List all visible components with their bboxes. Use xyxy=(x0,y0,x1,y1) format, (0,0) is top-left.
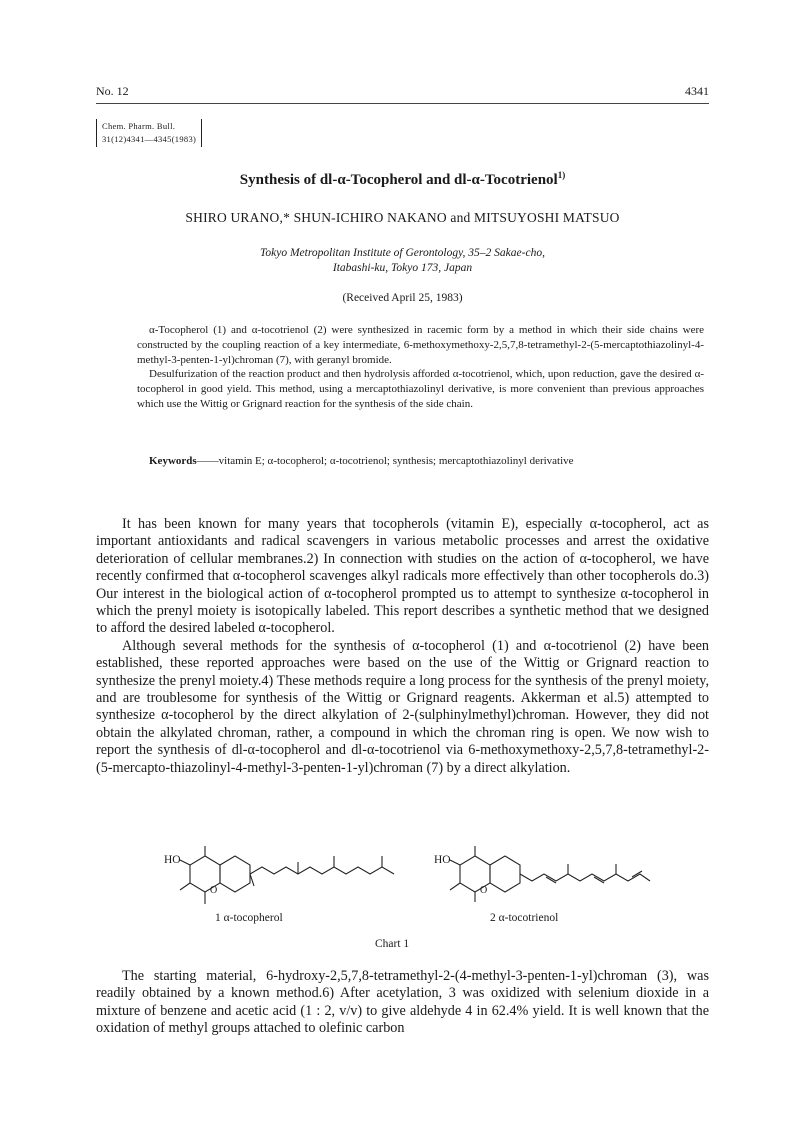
ring-oxygen-label-2: O xyxy=(480,885,488,896)
body-paragraph-3: The starting material, 6-hydroxy-2,5,7,8-tetramethyl-2-(4-methyl-3-penten-1-yl)chroman (3), was readily obtained by a known method.6) After acetylation, 3 was oxidized with selenium dioxide in a mixture of benzene and acetic acid (1 : 2, v/v) to give aldehyde 4 in 62.4% yield. It is well known that the oxidation of methyl groups attached to olefinic carbon xyxy=(96,968,709,1037)
body-text-bottom xyxy=(96,968,709,1038)
citation-journal: Chem. Pharm. Bull. xyxy=(102,121,176,131)
abstract-paragraph-2: Desulfurization of the reaction product and then hydrolysis afforded α-tocotrienol, which, upon reduction, gave the desired α-tocopherol in good yield. This method, using a mercaptothiazolinyl derivative, is more convenient than previous approaches which use the Wittig or Grignard reaction for the synthesis of the side chain. xyxy=(137,368,704,410)
ring-oxygen-label-1: O xyxy=(210,885,218,896)
body-text-top xyxy=(96,516,709,777)
figure-caption: Chart 1 xyxy=(375,938,410,950)
affiliation xyxy=(96,246,709,276)
header-rule xyxy=(96,103,709,104)
body-paragraph-1: It has been known for many years that tocopherols (vitamin E), especially α-tocopherol, act as important antioxidants and radical scavengers in various metabolic processes and arrest the oxidative deterioration of cellular membranes.2) In connection with studies on the action of α-tocopherol, we have recently confirmed that α-tocopherol scavenges alkyl radicals more effectively than other tocopherols do.3) Our interest in the biological action of α-tocopherol prompted us to attempt to synthesize α-tocopherol in which the prenyl moiety is isotopically labeled. This report describes a synthetic method that we designed to afford the desired labeled α-tocopherol. xyxy=(96,516,709,637)
citation-box xyxy=(96,119,202,147)
journal-issue: No. 12 xyxy=(96,84,129,98)
phytyl-chain xyxy=(250,867,394,874)
pyran-ring-2 xyxy=(490,856,520,892)
keywords-label: Keywords xyxy=(149,455,197,467)
trienyl-chain xyxy=(520,874,650,881)
title-footnote-ref: 1) xyxy=(557,170,566,180)
chemical-structures-figure xyxy=(150,840,670,965)
abstract xyxy=(137,323,704,412)
pyran-ring-1 xyxy=(220,856,250,892)
affiliation-line-1: Tokyo Metropolitan Institute of Gerontology, 35–2 Sakae-cho, xyxy=(260,247,545,259)
keywords xyxy=(137,454,704,469)
compound-2-label: 2 α-tocotrienol xyxy=(490,912,559,924)
author-list: SHIRO URANO,* SHUN-ICHIRO NAKANO and MITSUYOSHI MATSUO xyxy=(185,210,620,225)
keywords-text: ——vitamin E; α-tocopherol; α-tocotrienol; synthesis; mercaptothiazolinyl derivative xyxy=(196,455,574,467)
body-paragraph-2: Although several methods for the synthesis of α-tocopherol (1) and α-tocotrienol (2) have been established, these reported approaches were based on the use of the Wittig or Grignard reaction to synthesize the prenyl moiety.4) These methods require a long process for the synthesis of the prenyl moiety, and are troublesome for synthesis of the Wittig or Grignard reagents. Akkerman et al.5) attempted to synthesize α-tocopherol by the direct alkylation of 2-(sulphinylmethyl)chroman. However, they did not obtain the alkylated chroman, rather, a compound in which the chroman ring is open. We now wish to report the synthesis of dl-α-tocopherol and dl-α-tocotrienol via 6-methoxymethoxy-2,5,7,8-tetramethyl-2-(5-mercapto-thiazolinyl-4-methyl-3-penten-1-yl)chroman (7) by a direct alkylation. xyxy=(96,637,709,776)
page-number: 4341 xyxy=(685,84,709,98)
received-date: (Received April 25, 1983) xyxy=(342,292,463,304)
structure-drawing xyxy=(150,840,670,965)
ho-label-1: HO xyxy=(164,854,181,866)
title-text: Synthesis of dl-α-Tocopherol and dl-α-Tocotrienol xyxy=(239,172,558,188)
compound-1-label: 1 α-tocopherol xyxy=(215,912,283,924)
ho-label-2: HO xyxy=(434,854,451,866)
abstract-paragraph-1: α-Tocopherol (1) and α-tocotrienol (2) were synthesized in racemic form by a method in which their side chains were constructed by the coupling reaction of a key intermediate, 6-methoxymethoxy-2,5,7,8-tetramethyl-2-(5-mercaptothiazolinyl-4-methyl-3-penten-1-yl)chroman (7), with geranyl bromide. xyxy=(137,324,704,366)
article-title xyxy=(96,172,709,189)
affiliation-line-2: Itabashi-ku, Tokyo 173, Japan xyxy=(332,262,473,274)
citation-volume: 31(12)4341—4345(1983) xyxy=(102,134,197,144)
